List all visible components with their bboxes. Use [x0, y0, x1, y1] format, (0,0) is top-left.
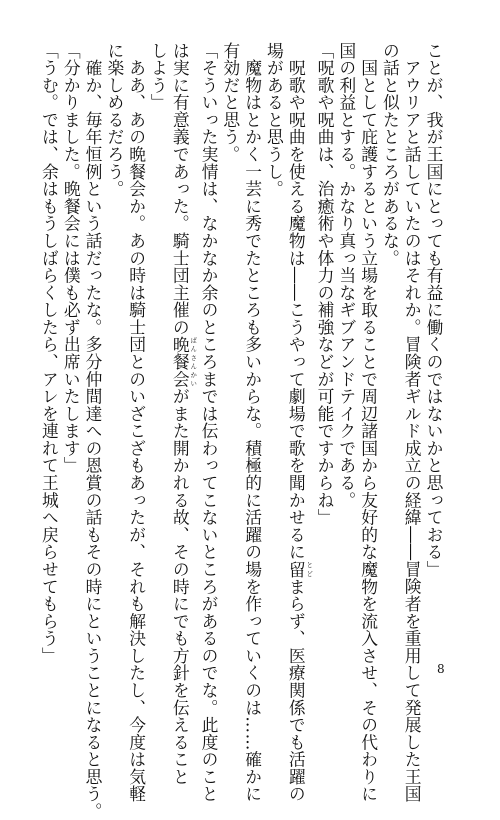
text-line: ことが、我が王国にとっても有益に働くのではないかと思っておる」 — [424, 42, 444, 578]
ruby-reading: とど — [305, 560, 314, 578]
text-line-with-ruby — [168, 42, 198, 786]
ruby-word — [170, 335, 198, 388]
text-line: の話と似たところがあるな。 — [380, 42, 401, 267]
text-line: に楽しめるだろう。 — [104, 42, 125, 198]
ruby-base: 留 — [286, 560, 307, 578]
ruby-base: 晩餐会 — [170, 335, 191, 388]
text-segment: は実に有意義であった。騎士団主催の — [170, 42, 191, 336]
text-line: 魔物はとかく一芸に秀でたところも多いからな。積極的に活躍の場を作っていくのは……確かに — [242, 42, 263, 803]
ruby-word — [286, 560, 314, 578]
text-line: 国として庇護するという立場を取ることで周辺諸国から友好的な魔物を流入させ、その代わりに — [358, 42, 379, 803]
text-line: 「呪歌や呪曲は、治癒術や体力の補強などが可能ですからね」 — [315, 42, 336, 527]
text-line-with-ruby — [284, 42, 314, 803]
text-line: しよう」 — [148, 42, 169, 112]
text-line: 有効だと思う。 — [220, 42, 241, 164]
text-line: 確か、毎年恒例という話だったな。多分仲間達への恩賞の話もその時にということになると思う。 — [83, 42, 104, 820]
text-segment: がまた開かれる故、その時にでも方針を伝えること — [170, 387, 191, 786]
text-line: ああ、あの晩餐会か。あの時は騎士団とのいざこざもあったが、それも解決したし、今度は気軽 — [126, 42, 147, 803]
ruby-reading: ばんさんかい — [189, 335, 198, 388]
body-text-column — [39, 42, 444, 820]
text-line: 「うむ。では、余はもうしばらくしたら、アレを連れて王城へ戻らせてもらう」 — [39, 42, 60, 665]
text-segment: 呪歌や呪曲を使える魔物は――こうやって劇場で歌を聞かせるに — [286, 42, 307, 561]
text-line: 国の利益とする。かなり真っ当なギブアンドテイクである。 — [336, 42, 357, 509]
text-line: 「分かりました。晩餐会には僕も必ず出席いたします」 — [61, 42, 82, 475]
text-segment: まらず、医療関係でも活躍の — [286, 577, 307, 803]
text-line: 「そういった実情は、なかなか余のところまでは伝わってこないところがあるのでな。此度のこと — [199, 42, 220, 803]
page-number: 8 — [437, 662, 445, 676]
text-line: 場があると思うし。 — [264, 42, 285, 198]
text-line: アウリアと話していたのはそれか。冒険者ギルド成立の経緯――冒険者を重用して発展した王国 — [402, 42, 423, 803]
